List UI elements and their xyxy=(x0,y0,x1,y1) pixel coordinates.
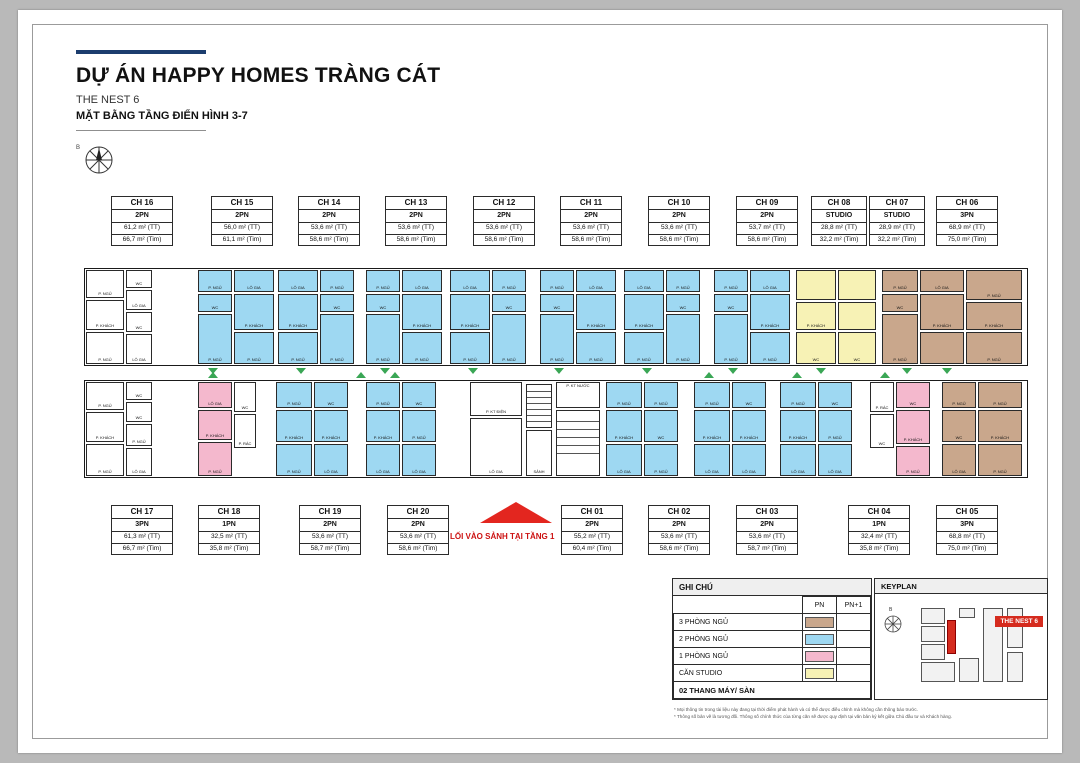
room-bedroom: P. NGỦ xyxy=(492,314,526,364)
unit-area-tt: 53,6 m² (TT) xyxy=(649,223,709,235)
unit-area-tim: 35,8 m² (Tim) xyxy=(209,544,249,552)
room-bedroom: P. NGỦ xyxy=(402,332,442,364)
room-bedroom: P. NGỦ xyxy=(366,382,400,408)
unit-area-tt: 28,8 m² (TT) xyxy=(812,223,866,235)
unit-area-tim: 66,7 m² (Tim) xyxy=(122,235,162,243)
unit-area-tt: 61,3 m² (TT) xyxy=(112,532,172,544)
unit-area-tt: 53,6 m² (TT) xyxy=(299,223,359,235)
room-bedroom: P. NGỦ xyxy=(966,270,1022,300)
room-wc: WC xyxy=(126,312,152,332)
room-living: P. KHÁCH xyxy=(86,300,124,330)
room-living xyxy=(838,302,876,330)
keyplan-block xyxy=(959,608,975,618)
unit-code: CH 11 xyxy=(561,197,621,210)
legend-label-3pn: 3 PHÒNG NGỦ xyxy=(674,614,803,631)
room-bedroom: P. NGỦ xyxy=(942,382,976,408)
unit-type: 2PN xyxy=(212,210,272,222)
unit-code: CH 06 xyxy=(937,197,997,210)
room-bedroom: P. NGỦ xyxy=(278,332,318,364)
room-bedroom: P. NGỦ xyxy=(780,382,816,408)
room-lobby: SẢNH xyxy=(526,430,552,476)
exit-marker xyxy=(880,372,890,378)
unit-area-tim: 58,6 m² (Tim) xyxy=(571,235,611,243)
unit-area-tim: 35,8 m² (Tim) xyxy=(859,544,899,552)
unit-area-tim: 58,6 m² (Tim) xyxy=(309,235,349,243)
unit-code: CH 14 xyxy=(299,197,359,210)
room-living: P. KHÁCH xyxy=(780,410,816,442)
unit-label-ch11[interactable] xyxy=(560,196,622,246)
room-bedroom xyxy=(920,332,964,364)
unit-area-tt: 68,9 m² (TT) xyxy=(937,223,997,235)
room-bedroom: P. NGỦ xyxy=(978,382,1022,408)
room-bedroom: P. NGỦ xyxy=(450,332,490,364)
room-bedroom: P. NGỦ xyxy=(644,382,678,408)
unit-label-ch02[interactable] xyxy=(648,505,710,555)
unit-code: CH 19 xyxy=(300,506,360,519)
legend-label-studio: CĂN STUDIO xyxy=(674,665,803,682)
room-wc: WC xyxy=(198,294,232,312)
room-bedroom: P. NGỦ xyxy=(978,444,1022,476)
unit-label-ch04[interactable] xyxy=(848,505,910,555)
unit-type: 3PN xyxy=(112,519,172,531)
room-wc: WC xyxy=(942,410,976,442)
legend-header-pn1: PN+1 xyxy=(837,597,871,614)
drawing-name: MẶT BẰNG TẦNG ĐIỂN HÌNH 3-7 xyxy=(76,110,248,122)
exit-marker xyxy=(816,368,826,374)
room-balcony: LÔ GIA xyxy=(780,444,816,476)
room-studio xyxy=(838,270,876,300)
room-balcony: LÔ GIA xyxy=(278,270,318,292)
legend-swatch-1pn1-cell xyxy=(837,648,871,665)
unit-label-ch14[interactable] xyxy=(298,196,360,246)
room-balcony: LÔ GIA xyxy=(314,444,348,476)
room-living: P. KHÁCH xyxy=(920,294,964,330)
unit-type: 3PN xyxy=(937,519,997,531)
keyplan-block xyxy=(1007,608,1023,648)
room-waste: P. RÁC xyxy=(870,382,894,412)
unit-type: 2PN xyxy=(561,210,621,222)
room-balcony: LÔ GIA xyxy=(234,270,274,292)
room-bedroom: P. NGỦ xyxy=(86,444,124,476)
unit-area-tim: 58,6 m² (Tim) xyxy=(396,235,436,243)
unit-code: CH 07 xyxy=(870,197,924,210)
unit-code: CH 04 xyxy=(849,506,909,519)
north-arrow-icon xyxy=(76,143,116,177)
room-bedroom: P. NGỦ xyxy=(86,270,124,298)
title-rule-top xyxy=(76,50,206,54)
room-living: P. KHÁCH xyxy=(366,410,400,442)
legend-row-1pn xyxy=(674,648,871,665)
room-wc: WC xyxy=(896,382,930,408)
exit-marker xyxy=(356,372,366,378)
legend-swatch-3pn xyxy=(805,617,834,628)
keyplan-north-label: B xyxy=(889,607,893,613)
room-wc: WC xyxy=(870,414,894,448)
keyplan-block xyxy=(921,644,945,660)
room-living: P. KHÁCH xyxy=(732,410,766,442)
legend-label-1pn: 1 PHÒNG NGỦ xyxy=(674,648,803,665)
unit-area-tim: 58,6 m² (Tim) xyxy=(398,544,438,552)
entrance-arrow-icon xyxy=(480,502,552,524)
exit-marker xyxy=(208,372,218,378)
unit-area-tim: 32,2 m² (Tim) xyxy=(819,235,859,243)
unit-label-ch20[interactable] xyxy=(387,505,449,555)
unit-code: CH 17 xyxy=(112,506,172,519)
room-living: P. KHÁCH xyxy=(624,294,664,330)
unit-code: CH 05 xyxy=(937,506,997,519)
room-bedroom: P. NGỦ xyxy=(366,314,400,364)
room-wc: WC xyxy=(882,294,918,312)
legend-swatch-3pn1-cell xyxy=(837,614,871,631)
room-bedroom: P. NGỦ xyxy=(818,410,852,442)
room-balcony: LÔ GIA xyxy=(402,270,442,292)
room-bedroom: P. NGỦ xyxy=(276,382,312,408)
room-wc: WC xyxy=(714,294,748,312)
building-name: THE NEST 6 xyxy=(76,94,140,106)
unit-area-tim: 66,7 m² (Tim) xyxy=(122,544,162,552)
unit-area-tt: 53,7 m² (TT) xyxy=(737,223,797,235)
unit-area-tt: 61,2 m² (TT) xyxy=(112,223,172,235)
legend-swatch-studio-cell xyxy=(803,665,837,682)
room-bedroom: P. NGỦ xyxy=(126,424,152,446)
room-wc: WC xyxy=(234,382,256,412)
room-living: P. KHÁCH xyxy=(694,410,730,442)
legend-swatch-studio xyxy=(805,668,834,679)
room-balcony: LÔ GIA xyxy=(366,444,400,476)
room-bedroom: P. NGỦ xyxy=(750,332,790,364)
room-bedroom: P. NGỦ xyxy=(882,270,918,292)
room-living: P. KHÁCH xyxy=(978,410,1022,442)
room-living: P. KHÁCH xyxy=(896,410,930,444)
legend-swatch-studio1-cell xyxy=(837,665,871,682)
entrance-label: LỐI VÀO SẢNH TẠI TẦNG 1 xyxy=(450,532,555,541)
exit-marker xyxy=(902,368,912,374)
unit-area-tt: 32,4 m² (TT) xyxy=(849,532,909,544)
room-balcony: LÔ GIA xyxy=(198,382,232,408)
unit-area-tt: 32,5 m² (TT) xyxy=(199,532,259,544)
exit-marker xyxy=(942,368,952,374)
room-wc: WC xyxy=(126,382,152,400)
unit-type: 2PN xyxy=(737,210,797,222)
room-bedroom: P. NGỦ xyxy=(714,270,748,292)
legend-lifts-label: 02 THANG MÁY/ SÀN xyxy=(674,682,871,699)
footnote-1: * Mọi thông tin trong tài liệu này đang tại thời điểm phát hành và có thể được điều chỉnh mà không cần thông báo trước. xyxy=(674,707,919,712)
lift-lobby xyxy=(556,410,600,476)
room-balcony: LÔ GIA xyxy=(126,290,152,310)
unit-type: 2PN xyxy=(300,519,360,531)
unit-code: CH 16 xyxy=(112,197,172,210)
legend-swatch-2pn xyxy=(805,634,834,645)
room-bedroom: P. NGỦ xyxy=(540,314,574,364)
room-wc: WC xyxy=(666,294,700,312)
legend-table xyxy=(673,596,871,699)
room-wc: WC xyxy=(366,294,400,312)
room-bedroom: P. NGỦ xyxy=(714,314,748,364)
room-bedroom: P. NGỦ xyxy=(198,314,232,364)
legend-row-2pn xyxy=(674,631,871,648)
room-living: P. KHÁCH xyxy=(86,412,124,442)
room-bedroom: P. NGỦ xyxy=(896,446,930,476)
room-wc: WC xyxy=(320,294,354,312)
room-wc: WC xyxy=(126,270,152,288)
keyplan-block xyxy=(959,658,979,682)
stair-core xyxy=(526,384,552,428)
room-balcony: LÔ GIA xyxy=(750,270,790,292)
unit-area-tim: 60,4 m² (Tim) xyxy=(572,544,612,552)
room-water: P. KT NƯỚC xyxy=(556,382,600,408)
unit-area-tt: 68,8 m² (TT) xyxy=(937,532,997,544)
unit-label-ch12[interactable] xyxy=(473,196,535,246)
legend-swatch-1pn xyxy=(805,651,834,662)
room-balcony: LÔ GIA xyxy=(606,444,642,476)
room-waste: P. RÁC xyxy=(234,414,256,448)
unit-area-tim: 61,1 m² (Tim) xyxy=(222,235,262,243)
unit-type: 2PN xyxy=(388,519,448,531)
unit-label-ch07[interactable] xyxy=(869,196,925,246)
room-wc: WC xyxy=(402,382,436,408)
unit-label-ch01[interactable] xyxy=(561,505,623,555)
room-bedroom: P. NGỦ xyxy=(320,314,354,364)
unit-code: CH 20 xyxy=(388,506,448,519)
room-bedroom: P. NGỦ xyxy=(402,410,436,442)
exit-marker xyxy=(704,372,714,378)
room-living: P. KHÁCH xyxy=(750,294,790,330)
exit-marker xyxy=(728,368,738,374)
page-title: DỰ ÁN HAPPY HOMES TRÀNG CÁT xyxy=(76,64,441,87)
unit-code: CH 02 xyxy=(649,506,709,519)
unit-code: CH 03 xyxy=(737,506,797,519)
room-bedroom: P. NGỦ xyxy=(666,270,700,292)
legend-swatch-2pn-cell xyxy=(803,631,837,648)
room-wc: WC xyxy=(126,402,152,422)
unit-area-tt: 53,6 m² (TT) xyxy=(474,223,534,235)
unit-label-ch05[interactable] xyxy=(936,505,998,555)
room-bedroom: P. NGỦ xyxy=(198,270,232,292)
room-balcony: LÔ GIA xyxy=(732,444,766,476)
unit-label-ch03[interactable] xyxy=(736,505,798,555)
unit-area-tt: 53,6 m² (TT) xyxy=(388,532,448,544)
unit-code: CH 01 xyxy=(562,506,622,519)
unit-type: 2PN xyxy=(737,519,797,531)
unit-type: 2PN xyxy=(112,210,172,222)
legend-panel xyxy=(672,578,872,700)
room-bedroom: P. NGỦ xyxy=(666,314,700,364)
unit-label-ch10[interactable] xyxy=(648,196,710,246)
keyplan-panel xyxy=(874,578,1048,700)
room-studio xyxy=(796,270,836,300)
room-bedroom: P. NGỦ xyxy=(86,382,124,410)
room-bedroom: P. NGỦ xyxy=(492,270,526,292)
unit-type: 1PN xyxy=(849,519,909,531)
room-wc: WC xyxy=(314,382,348,408)
room-living: P. KHÁCH xyxy=(234,294,274,330)
keyplan-block xyxy=(921,662,955,682)
unit-area-tt: 53,6 m² (TT) xyxy=(561,223,621,235)
room-wc: WC xyxy=(492,294,526,312)
room-balcony: LÔ GIA xyxy=(450,270,490,292)
room-balcony: LÔ GIA xyxy=(624,270,664,292)
room-balcony: LÔ GIA xyxy=(470,418,522,476)
unit-area-tt: 55,2 m² (TT) xyxy=(562,532,622,544)
room-balcony: LÔ GIA xyxy=(126,334,152,364)
unit-label-ch18[interactable] xyxy=(198,505,260,555)
unit-type: 2PN xyxy=(649,519,709,531)
unit-area-tt: 53,6 m² (TT) xyxy=(649,532,709,544)
legend-swatch-3pn-cell xyxy=(803,614,837,631)
room-bedroom: P. NGỦ xyxy=(694,382,730,408)
unit-code: CH 15 xyxy=(212,197,272,210)
exit-marker xyxy=(380,368,390,374)
exit-marker xyxy=(554,368,564,374)
room-bedroom: P. NGỦ xyxy=(276,444,312,476)
unit-area-tim: 58,6 m² (Tim) xyxy=(659,235,699,243)
room-balcony: LÔ GIA xyxy=(920,270,964,292)
room-living: P. KHÁCH xyxy=(278,294,318,330)
legend-row-3pn xyxy=(674,614,871,631)
unit-area-tim: 32,2 m² (Tim) xyxy=(877,235,917,243)
legend-swatch-2pn1-cell xyxy=(837,631,871,648)
legend-row-lifts xyxy=(674,682,871,699)
unit-area-tim: 58,6 m² (Tim) xyxy=(484,235,524,243)
room-living: P. KHÁCH xyxy=(966,302,1022,330)
unit-label-ch15[interactable] xyxy=(211,196,273,246)
room-bedroom: P. NGỦ xyxy=(198,442,232,476)
room-wc: WC xyxy=(540,294,574,312)
title-rule-bottom xyxy=(76,130,206,131)
title-block xyxy=(76,50,576,131)
unit-area-tt: 53,6 m² (TT) xyxy=(386,223,446,235)
unit-type: 1PN xyxy=(199,519,259,531)
legend-header-blank xyxy=(674,597,803,614)
drawing-sheet xyxy=(18,10,1062,753)
keyplan-block xyxy=(1007,652,1023,682)
unit-area-tt: 28,9 m² (TT) xyxy=(870,223,924,235)
unit-label-ch16[interactable] xyxy=(111,196,173,246)
room-bedroom: P. NGỦ xyxy=(624,332,664,364)
unit-area-tim: 75,0 m² (Tim) xyxy=(947,544,987,552)
keyplan-map xyxy=(875,594,1047,699)
keyplan-north-icon xyxy=(883,607,903,634)
room-living: P. KHÁCH xyxy=(576,294,616,330)
room-living: P. KHÁCH xyxy=(450,294,490,330)
room-bedroom: P. NGỦ xyxy=(366,270,400,292)
unit-code: CH 18 xyxy=(199,506,259,519)
unit-label-ch13[interactable] xyxy=(385,196,447,246)
room-wc: WC xyxy=(796,332,836,364)
unit-area-tim: 58,6 m² (Tim) xyxy=(659,544,699,552)
unit-area-tt: 56,0 m² (TT) xyxy=(212,223,272,235)
unit-label-ch06[interactable] xyxy=(936,196,998,246)
unit-code: CH 08 xyxy=(812,197,866,210)
keyplan-title: KEYPLAN xyxy=(875,579,1047,594)
legend-row-studio xyxy=(674,665,871,682)
unit-type: 3PN xyxy=(937,210,997,222)
unit-type: STUDIO xyxy=(870,210,924,222)
room-living: P. KHÁCH xyxy=(606,410,642,442)
room-wc: WC xyxy=(838,332,876,364)
unit-label-ch08[interactable] xyxy=(811,196,867,246)
unit-label-ch09[interactable] xyxy=(736,196,798,246)
room-bedroom: P. NGỦ xyxy=(86,332,124,364)
unit-label-ch19[interactable] xyxy=(299,505,361,555)
unit-area-tim: 75,0 m² (Tim) xyxy=(947,235,987,243)
room-wc: WC xyxy=(818,382,852,408)
unit-area-tim: 58,7 m² (Tim) xyxy=(310,544,350,552)
room-balcony: LÔ GIA xyxy=(694,444,730,476)
keyplan-block xyxy=(921,608,945,624)
room-balcony: LÔ GIA xyxy=(818,444,852,476)
footnotes xyxy=(674,706,1054,721)
exit-marker xyxy=(792,372,802,378)
unit-type: 2PN xyxy=(299,210,359,222)
keyplan-tag: THE NEST 6 xyxy=(995,616,1043,627)
room-bedroom: P. NGỦ xyxy=(540,270,574,292)
unit-area-tim: 58,7 m² (Tim) xyxy=(747,544,787,552)
room-bedroom: P. NGỦ xyxy=(644,444,678,476)
room-wc: WC xyxy=(732,382,766,408)
room-bedroom: P. NGỦ xyxy=(576,332,616,364)
room-bedroom: P. NGỦ xyxy=(966,332,1022,364)
room-bedroom: P. NGỦ xyxy=(606,382,642,408)
unit-code: CH 13 xyxy=(386,197,446,210)
room-balcony: LÔ GIA xyxy=(402,444,436,476)
exit-marker xyxy=(642,368,652,374)
room-balcony: LÔ GIA xyxy=(576,270,616,292)
unit-code: CH 10 xyxy=(649,197,709,210)
legend-label-2pn: 2 PHÒNG NGỦ xyxy=(674,631,803,648)
keyplan-block xyxy=(921,626,945,642)
room-balcony: LÔ GIA xyxy=(126,448,152,476)
legend-header-pn: PN xyxy=(803,597,837,614)
unit-type: STUDIO xyxy=(812,210,866,222)
room-bedroom: P. NGỦ xyxy=(320,270,354,292)
unit-type: 2PN xyxy=(562,519,622,531)
unit-area-tt: 53,6 m² (TT) xyxy=(300,532,360,544)
unit-type: 2PN xyxy=(649,210,709,222)
room-wc: WC xyxy=(644,410,678,442)
keyplan-highlight xyxy=(947,620,956,654)
legend-swatch-1pn-cell xyxy=(803,648,837,665)
unit-area-tt: 53,6 m² (TT) xyxy=(737,532,797,544)
legend-header-row xyxy=(674,597,871,614)
room-elec: P. KT ĐIỆN xyxy=(470,382,522,416)
room-balcony: LÔ GIA xyxy=(942,444,976,476)
unit-label-ch17[interactable] xyxy=(111,505,173,555)
room-living: P. KHÁCH xyxy=(276,410,312,442)
exit-marker xyxy=(296,368,306,374)
room-living: P. KHÁCH xyxy=(314,410,348,442)
room-bedroom: P. NGỦ xyxy=(234,332,274,364)
exit-marker xyxy=(390,372,400,378)
footnote-2: * Thông số bản vẽ là tương đối. Thông số chính thức của từng căn sẽ được quy định tại văn bản ký kết giữa Chủ đầu tư và Khách hàng. xyxy=(674,714,952,720)
unit-code: CH 09 xyxy=(737,197,797,210)
unit-area-tim: 58,6 m² (Tim) xyxy=(747,235,787,243)
exit-marker xyxy=(468,368,478,374)
unit-code: CH 12 xyxy=(474,197,534,210)
unit-type: 2PN xyxy=(474,210,534,222)
room-living: P. KHÁCH xyxy=(796,302,836,330)
north-arrow-label: B xyxy=(76,145,81,151)
floor-plan-drawing xyxy=(80,268,1032,476)
legend-title: GHI CHÚ xyxy=(673,579,871,596)
unit-type: 2PN xyxy=(386,210,446,222)
room-bedroom: P. NGỦ xyxy=(882,314,918,364)
room-living: P. KHÁCH xyxy=(198,410,232,440)
room-living: P. KHÁCH xyxy=(402,294,442,330)
